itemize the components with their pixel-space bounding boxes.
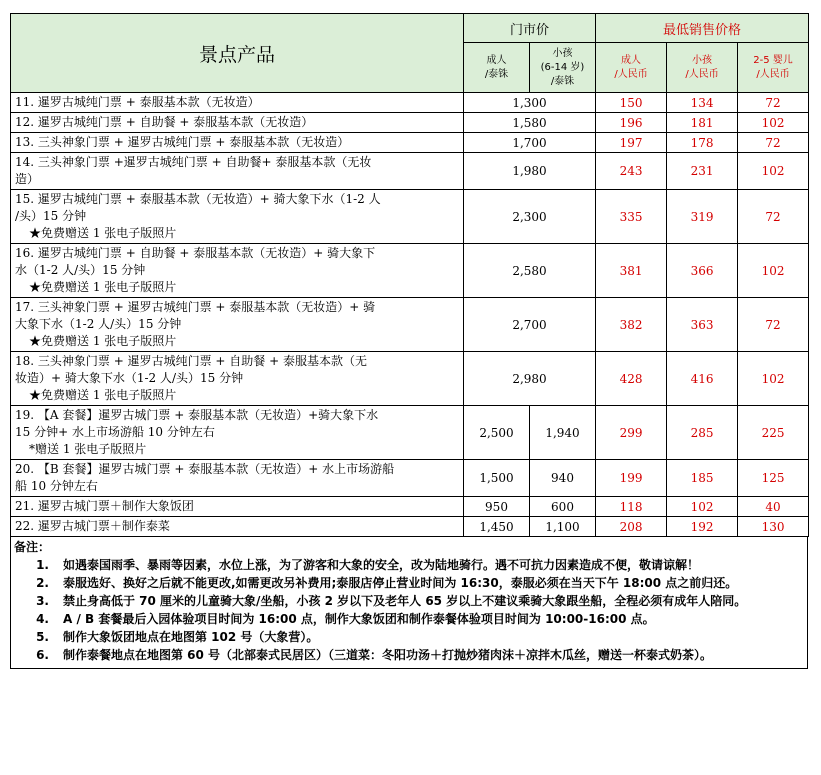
gate-price: 1,580 [464, 113, 596, 133]
low-price-infant: 72 [738, 133, 809, 153]
note-number: 5. [36, 630, 49, 644]
product-line: 20. 【B 套餐】暹罗古城门票 + 泰服基本款（无妆造）+ 水上市场游船 [15, 462, 395, 476]
gate-price: 1,300 [464, 93, 596, 113]
product-line: 21. 暹罗古城门票＋制作大象饭团 [15, 499, 194, 513]
gate-price: 1,980 [464, 153, 596, 190]
product-line: 妆造）+ 骑大象下水（1-2 人/头）15 分钟 [15, 371, 244, 385]
low-price-infant: 102 [738, 244, 809, 298]
header-gate-child [530, 43, 596, 93]
low-price-infant: 102 [738, 153, 809, 190]
product-bonus: ★免费赠送 1 张电子版照片 [29, 388, 177, 402]
note-item [11, 592, 807, 610]
table-row [11, 190, 809, 244]
note-number: 6. [36, 648, 49, 662]
header-gate-price: 门市价 [464, 14, 596, 43]
product-cell [11, 298, 464, 352]
product-line: 16. 暹罗古城纯门票 + 自助餐 + 泰服基本款（无妆造）+ 骑大象下 [15, 246, 376, 260]
note-item [11, 574, 807, 592]
product-line: 15. 暹罗古城纯门票 + 泰服基本款（无妆造）+ 骑大象下水（1-2 人 [15, 192, 381, 206]
note-text: A / B 套餐最后入园体验项目时间为 16:00 点，制作大象饭团和制作泰餐体验项目时间为 10:00-16:00 点。 [63, 612, 655, 626]
table-row [11, 153, 809, 190]
table-row [11, 352, 809, 406]
table-row [11, 460, 809, 497]
table-row [11, 497, 809, 517]
price-sheet [10, 13, 808, 669]
gate-price: 2,300 [464, 190, 596, 244]
header-low-adult [596, 43, 667, 93]
gate-price: 2,700 [464, 298, 596, 352]
notes-list [11, 556, 807, 664]
low-price-child: 102 [667, 497, 738, 517]
product-line: 12. 暹罗古城纯门票 + 自助餐 + 泰服基本款（无妆造） [15, 115, 314, 129]
low-price-child: 185 [667, 460, 738, 497]
low-price-child: 319 [667, 190, 738, 244]
header-low-child-label: 小孩 /人民币 [685, 54, 719, 80]
gate-price-adult: 1,450 [464, 517, 530, 537]
low-price-child: 192 [667, 517, 738, 537]
low-price-adult: 196 [596, 113, 667, 133]
note-number: 3. [36, 594, 49, 608]
product-line: 17. 三头神象门票 + 暹罗古城纯门票 + 泰服基本款（无妆造）+ 骑 [15, 300, 376, 314]
product-bonus: ★免费赠送 1 张电子版照片 [29, 334, 177, 348]
product-cell [11, 113, 464, 133]
note-item [11, 646, 807, 664]
low-price-infant: 102 [738, 113, 809, 133]
low-price-adult: 299 [596, 406, 667, 460]
table-row [11, 244, 809, 298]
product-cell [11, 153, 464, 190]
table-row [11, 517, 809, 537]
notes-section [10, 537, 808, 669]
product-line: 15 分钟+ 水上市场游船 10 分钟左右 [15, 425, 215, 439]
table-row [11, 93, 809, 113]
product-cell [11, 406, 464, 460]
note-item [11, 628, 807, 646]
low-price-child: 231 [667, 153, 738, 190]
low-price-infant: 40 [738, 497, 809, 517]
header-lowest-price: 最低销售价格 [596, 14, 809, 43]
low-price-adult: 382 [596, 298, 667, 352]
note-text: 禁止身高低于 70 厘米的儿童骑大象/坐船，小孩 2 岁以下及老年人 65 岁以上不建议乘骑大象跟坐船，全程必须有成年人陪同。 [63, 594, 747, 608]
low-price-infant: 72 [738, 190, 809, 244]
price-table [10, 13, 809, 537]
product-bonus: ★免费赠送 1 张电子版照片 [29, 280, 177, 294]
product-line: 大象下水（1-2 人/头）15 分钟 [15, 317, 182, 331]
gate-price-adult: 2,500 [464, 406, 530, 460]
header-low-adult-label: 成人 /人民币 [614, 54, 648, 80]
header-gate-child-label: 小孩 (6-14 岁) /泰铢 [540, 47, 585, 87]
table-row [11, 298, 809, 352]
note-item [11, 610, 807, 628]
gate-price: 2,980 [464, 352, 596, 406]
product-line: 水（1-2 人/头）15 分钟 [15, 263, 146, 277]
note-text: 制作泰餐地点在地图第 60 号（北部泰式民居区）（三道菜：冬阳功汤＋打抛炒猪肉沫＋凉拌木瓜丝，赠送一杯泰式奶茶）。 [63, 648, 713, 662]
low-price-infant: 72 [738, 93, 809, 113]
low-price-adult: 150 [596, 93, 667, 113]
low-price-infant: 102 [738, 352, 809, 406]
table-row [11, 113, 809, 133]
note-item [11, 556, 807, 574]
header-low-infant-label: 2-5 婴儿 /人民币 [753, 54, 793, 80]
gate-price-adult: 950 [464, 497, 530, 517]
header-low-infant [738, 43, 809, 93]
low-price-infant: 72 [738, 298, 809, 352]
product-bonus: ★免费赠送 1 张电子版照片 [29, 226, 177, 240]
product-cell [11, 460, 464, 497]
gate-price: 2,580 [464, 244, 596, 298]
low-price-child: 178 [667, 133, 738, 153]
product-line: 13. 三头神象门票 + 暹罗古城纯门票 + 泰服基本款（无妆造） [15, 135, 350, 149]
low-price-adult: 118 [596, 497, 667, 517]
low-price-child: 363 [667, 298, 738, 352]
product-line: 造） [15, 172, 40, 186]
low-price-infant: 225 [738, 406, 809, 460]
product-line: 11. 暹罗古城纯门票 + 泰服基本款（无妆造） [15, 95, 260, 109]
product-cell [11, 497, 464, 517]
low-price-infant: 130 [738, 517, 809, 537]
product-line: 22. 暹罗古城门票＋制作泰菜 [15, 519, 170, 533]
low-price-child: 285 [667, 406, 738, 460]
low-price-child: 181 [667, 113, 738, 133]
header-gate-adult-label: 成人 /泰铢 [484, 54, 509, 80]
low-price-adult: 381 [596, 244, 667, 298]
product-line: 19. 【A 套餐】暹罗古城门票 + 泰服基本款（无妆造）+骑大象下水 [15, 408, 379, 422]
low-price-child: 366 [667, 244, 738, 298]
low-price-adult: 197 [596, 133, 667, 153]
gate-price-child: 1,100 [530, 517, 596, 537]
low-price-adult: 199 [596, 460, 667, 497]
product-line: 14. 三头神象门票 +暹罗古城纯门票 + 自助餐+ 泰服基本款（无妆 [15, 155, 372, 169]
header-low-child [667, 43, 738, 93]
low-price-infant: 125 [738, 460, 809, 497]
table-row [11, 133, 809, 153]
product-line: 18. 三头神象门票 + 暹罗古城纯门票 + 自助餐 + 泰服基本款（无 [15, 354, 367, 368]
note-number: 2. [36, 576, 49, 590]
low-price-adult: 208 [596, 517, 667, 537]
gate-price: 1,700 [464, 133, 596, 153]
gate-price-child: 1,940 [530, 406, 596, 460]
note-text: 制作大象饭团地点在地图第 102 号（大象营）。 [63, 630, 319, 644]
note-number: 1. [36, 558, 49, 572]
gate-price-child: 940 [530, 460, 596, 497]
product-cell [11, 190, 464, 244]
low-price-adult: 428 [596, 352, 667, 406]
low-price-adult: 243 [596, 153, 667, 190]
product-cell [11, 133, 464, 153]
note-text: 泰服选好、换好之后就不能更改,如需更改另补费用;泰服店停止营业时间为 16:30，泰服必须在当天下午 18:00 点之前归还。 [63, 576, 738, 590]
note-text: 如遇泰国雨季、暴雨等因素，水位上涨，为了游客和大象的安全，改为陆地骑行。遇不可抗力因素造成不便，敬请谅解！ [63, 558, 700, 572]
low-price-child: 134 [667, 93, 738, 113]
table-row [11, 406, 809, 460]
low-price-child: 416 [667, 352, 738, 406]
header-gate-adult [464, 43, 530, 93]
header-product: 景点产品 [11, 14, 464, 93]
product-bonus: *赠送 1 张电子版照片 [29, 442, 147, 456]
product-cell [11, 93, 464, 113]
notes-title: 备注： [14, 540, 51, 554]
product-cell [11, 352, 464, 406]
gate-price-adult: 1,500 [464, 460, 530, 497]
product-cell [11, 244, 464, 298]
gate-price-child: 600 [530, 497, 596, 517]
product-line: /头）15 分钟 [15, 209, 87, 223]
note-number: 4. [36, 612, 49, 626]
product-line: 船 10 分钟左右 [15, 479, 98, 493]
product-cell [11, 517, 464, 537]
low-price-adult: 335 [596, 190, 667, 244]
